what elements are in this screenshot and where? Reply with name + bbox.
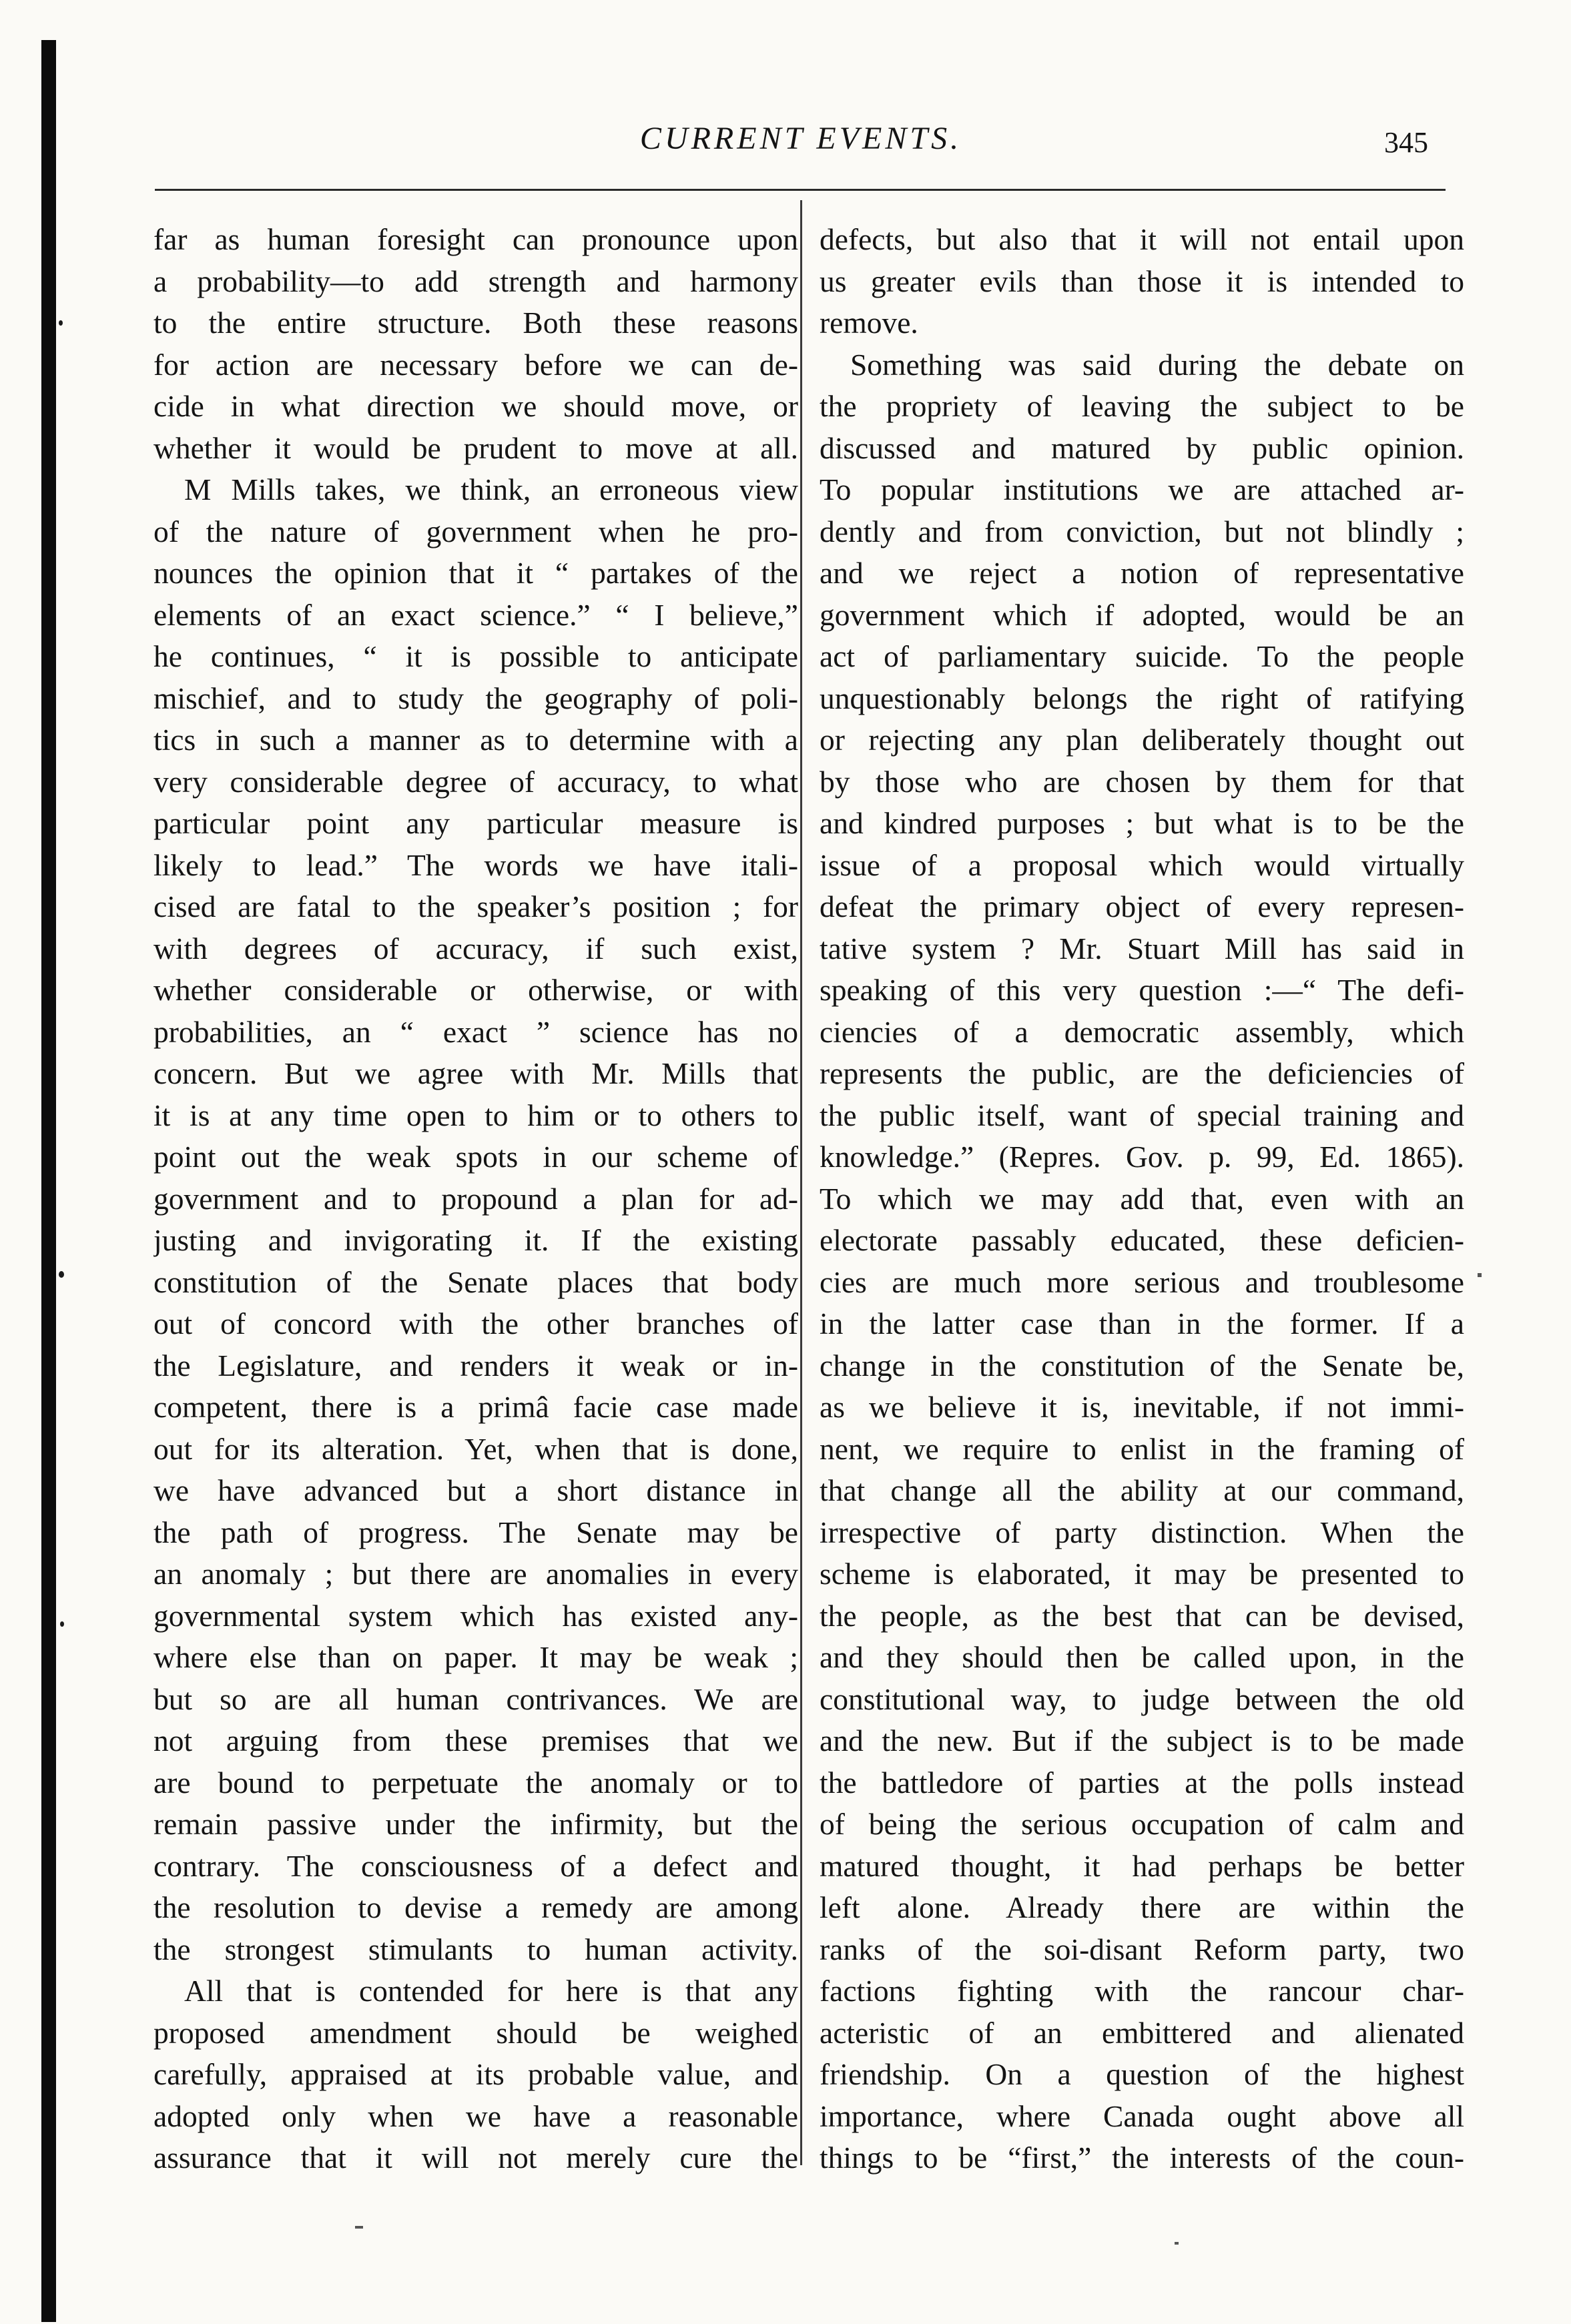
text-line: the people, as the best that can be devised, — [820, 1598, 1464, 1633]
text-line: and kindred purposes ; but what is to be the — [820, 806, 1464, 840]
text-line: of the nature of government when he pro- — [153, 514, 798, 548]
text-line: he continues, “ it is possible to anticipate — [153, 639, 798, 673]
text-line: cies are much more serious and troublesome — [820, 1264, 1464, 1299]
text-line: a probability—to add strength and harmony — [153, 264, 798, 298]
text-line: elements of an exact science.” “ I believe,” — [153, 597, 798, 632]
text-line: adopted only when we have a reasonable — [153, 2098, 798, 2133]
text-line: or rejecting any plan deliberately thought out — [820, 723, 1464, 757]
text-line: constitution of the Senate places that body — [153, 1264, 798, 1299]
text-line: cised are fatal to the speaker’s position ; for — [153, 889, 798, 923]
text-line: government which if adopted, would be an — [820, 597, 1464, 632]
text-line: probabilities, an “ exact ” science has no — [153, 1014, 798, 1049]
text-line: assurance that it will not merely cure the — [153, 2141, 798, 2175]
text-line: act of parliamentary suicide. To the people — [820, 639, 1464, 673]
text-line: importance, where Canada ought above all — [820, 2098, 1464, 2133]
text-line: M Mills takes, we think, an erroneous view — [184, 472, 798, 506]
running-head — [153, 119, 1448, 165]
scan-mark — [1478, 1273, 1482, 1277]
text-line: with degrees of accuracy, if such exist, — [153, 931, 798, 965]
text-line: far as human foresight can pronounce upon — [153, 222, 798, 256]
text-line: competent, there is a primâ facie case made — [153, 1390, 798, 1424]
text-line: constitutional way, to judge between the old — [820, 1681, 1464, 1716]
text-line: not arguing from these premises that we — [153, 1723, 798, 1758]
header-rule — [155, 189, 1446, 191]
text-line: represents the public, are the deficiencies of — [820, 1056, 1464, 1090]
text-line: cide in what direction we should move, or — [153, 389, 798, 423]
text-line: the resolution to devise a remedy are among — [153, 1890, 798, 1924]
text-line: irrespective of party distinction. When the — [820, 1515, 1464, 1549]
text-line: and we reject a notion of representative — [820, 556, 1464, 590]
text-line: out of concord with the other branches of — [153, 1306, 798, 1340]
page-number: 345 — [1384, 126, 1428, 159]
text-line: dently and from conviction, but not blindly ; — [820, 514, 1464, 548]
text-line: electorate passably educated, these deficien- — [820, 1223, 1464, 1257]
text-line: it is at any time open to him or to others to — [153, 1098, 798, 1132]
text-line: whether it would be prudent to move at all. — [153, 430, 798, 465]
text-line: for action are necessary before we can de- — [153, 347, 798, 382]
running-title: CURRENT EVENTS. — [639, 121, 962, 156]
text-line: and they should then be called upon, in the — [820, 1640, 1464, 1674]
text-line: the public itself, want of special training and — [820, 1098, 1464, 1132]
text-line: To which we may add that, even with an — [820, 1181, 1464, 1216]
text-line: an anomaly ; but there are anomalies in every — [153, 1557, 798, 1591]
text-line: particular point any particular measure is — [153, 806, 798, 840]
text-line: ranks of the soi-disant Reform party, two — [820, 1932, 1464, 1966]
text-line: change in the constitution of the Senate be, — [820, 1348, 1464, 1383]
text-line: governmental system which has existed any- — [153, 1598, 798, 1633]
text-line: knowledge.” (Repres. Gov. p. 99, Ed. 1865). — [820, 1140, 1464, 1174]
text-line: likely to lead.” The words we have itali- — [153, 847, 798, 882]
text-line: proposed amendment should be weighed — [153, 2015, 798, 2050]
text-line: that change all the ability at our command, — [820, 1473, 1464, 1507]
binding-speck — [59, 320, 63, 326]
left-column — [153, 219, 798, 2179]
text-line: where else than on paper. It may be weak ; — [153, 1640, 798, 1674]
text-line: carefully, appraised at its probable value, and — [153, 2057, 798, 2091]
text-line: and the new. But if the subject is to be made — [820, 1723, 1464, 1758]
text-line: justing and invigorating it. If the existing — [153, 1223, 798, 1257]
text-line: concern. But we agree with Mr. Mills that — [153, 1056, 798, 1090]
binding-speck — [60, 1621, 64, 1627]
text-line: in the latter case than in the former. If a — [820, 1306, 1464, 1340]
text-line: speaking of this very question :—“ The defi- — [820, 973, 1464, 1007]
text-line: scheme is elaborated, it may be presented to — [820, 1557, 1464, 1591]
text-line: ciencies of a democratic assembly, which — [820, 1014, 1464, 1049]
text-line: to the entire structure. Both these reasons — [153, 306, 798, 340]
text-line: To popular institutions we are attached ar- — [820, 472, 1464, 506]
text-line: defects, but also that it will not entail upon — [820, 222, 1464, 256]
text-line: but so are all human contrivances. We are — [153, 1681, 798, 1716]
text-line: mischief, and to study the geography of poli- — [153, 681, 798, 715]
text-line: are bound to perpetuate the anomaly or to — [153, 1765, 798, 1800]
text-line: left alone. Already there are within the — [820, 1890, 1464, 1924]
scan-mark — [1175, 2242, 1179, 2245]
text-line: issue of a proposal which would virtually — [820, 847, 1464, 882]
text-line: the path of progress. The Senate may be — [153, 1515, 798, 1549]
text-line: the battledore of parties at the polls instead — [820, 1765, 1464, 1800]
text-line: as we believe it is, inevitable, if not immi- — [820, 1390, 1464, 1424]
text-line: matured thought, it had perhaps be better — [820, 1848, 1464, 1883]
text-line: point out the weak spots in our scheme of — [153, 1140, 798, 1174]
text-line: remove. — [820, 306, 918, 340]
text-line: of being the serious occupation of calm and — [820, 1807, 1464, 1841]
text-line: acteristic of an embittered and alienated — [820, 2015, 1464, 2050]
page-binding-edge — [41, 40, 56, 2322]
text-line: by those who are chosen by them for that — [820, 764, 1464, 799]
text-line: discussed and matured by public opinion. — [820, 430, 1464, 465]
text-line: things to be “first,” the interests of the coun- — [820, 2141, 1464, 2175]
text-line: contrary. The consciousness of a defect and — [153, 1848, 798, 1883]
right-column — [820, 219, 1464, 2179]
text-line: the Legislature, and renders it weak or in- — [153, 1348, 798, 1383]
text-line: nounces the opinion that it “ partakes of the — [153, 556, 798, 590]
text-line: whether considerable or otherwise, or with — [153, 973, 798, 1007]
text-line: the strongest stimulants to human activity. — [153, 1932, 798, 1966]
text-line: Something was said during the debate on — [850, 347, 1464, 382]
text-line: tative system ? Mr. Stuart Mill has said in — [820, 931, 1464, 965]
text-line: All that is contended for here is that any — [184, 1974, 798, 2008]
text-line: unquestionably belongs the right of ratifying — [820, 681, 1464, 715]
text-line: tics in such a manner as to determine with a — [153, 723, 798, 757]
column-divider — [800, 200, 802, 2165]
text-line: government and to propound a plan for ad- — [153, 1181, 798, 1216]
text-line: the propriety of leaving the subject to be — [820, 389, 1464, 423]
binding-speck — [59, 1271, 64, 1278]
text-line: us greater evils than those it is intended to — [820, 264, 1464, 298]
text-line: nent, we require to enlist in the framing of — [820, 1431, 1464, 1466]
text-line: we have advanced but a short distance in — [153, 1473, 798, 1507]
scan-mark — [355, 2226, 363, 2229]
text-line: very considerable degree of accuracy, to what — [153, 764, 798, 799]
text-line: factions fighting with the rancour char- — [820, 1974, 1464, 2008]
text-line: remain passive under the infirmity, but the — [153, 1807, 798, 1841]
text-line: defeat the primary object of every represen- — [820, 889, 1464, 923]
text-line: friendship. On a question of the highest — [820, 2057, 1464, 2091]
text-line: out for its alteration. Yet, when that is done, — [153, 1431, 798, 1466]
